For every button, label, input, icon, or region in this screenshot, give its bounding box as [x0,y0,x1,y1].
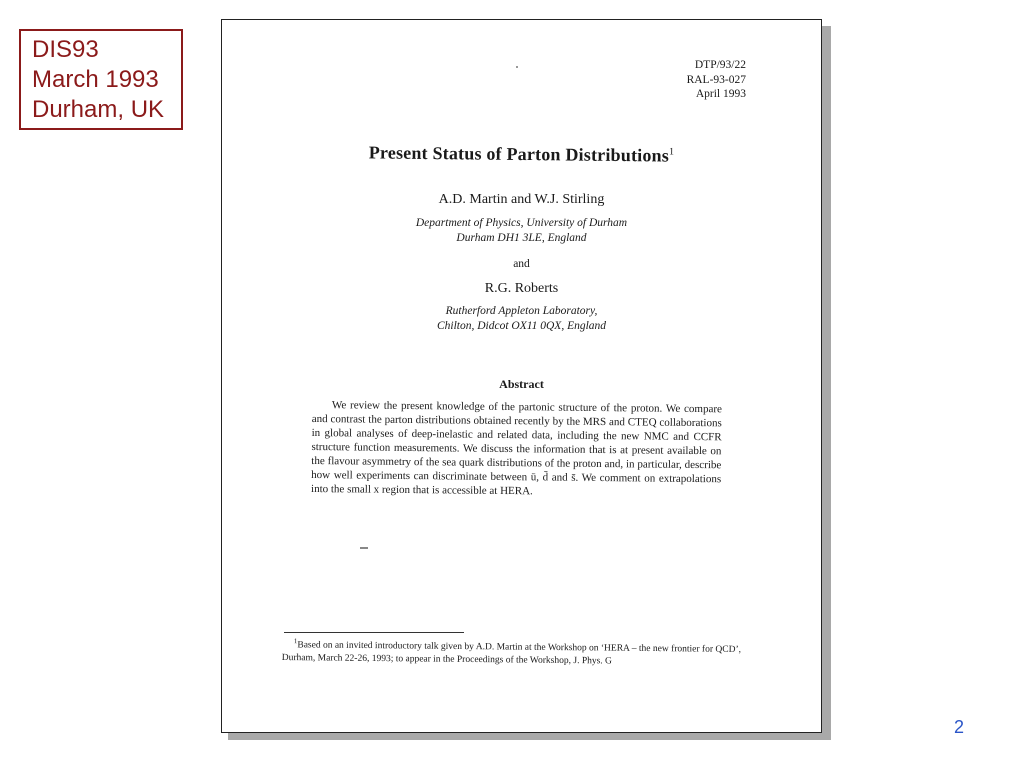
conference-name: DIS93 [32,36,99,63]
conference-label-box [19,29,183,130]
paper-title-text: Present Status of Parton Distributions [368,142,670,166]
report-identifiers [687,58,746,102]
paper-title [222,141,821,168]
abstract-heading: Abstract [499,377,544,391]
scan-smudge [360,547,368,549]
authors-durham: A.D. Martin and W.J. Stirling [438,192,605,207]
affiliation-durham [222,216,821,246]
conference-location: Durham, UK [32,96,165,123]
footnote-mark: 1 [293,637,298,646]
slide-page-number: 2 [953,717,964,737]
and-separator: and [513,258,530,270]
affiliation-ral-line-1: Rutherford Appleton Laboratory, [445,305,598,317]
footnote [282,635,744,670]
title-footnote-mark: 1 [669,146,675,158]
report-id-ral: RAL-93-027 [686,73,746,86]
affiliation-ral [222,304,821,334]
paper-page-image [221,19,822,733]
affiliation-ral-line-2: Chilton, Didcot OX11 0QX, England [436,320,607,332]
report-date: April 1993 [695,88,746,100]
conference-date: March 1993 [32,66,159,93]
report-id-dtp: DTP/93/22 [694,59,746,71]
footnote-text: Based on an invited introductory talk given by A.D. Martin at the Workshop on ‘HERA – the new frontier for QCD’, Durham, March 22-26, 1993; to appear in the Proceedings of the Workshop, J. Phys. G [281,640,742,667]
affiliation-durham-line-2: Durham DH1 3LE, England [456,232,587,244]
authors-ral: R.G. Roberts [484,281,559,296]
abstract-body: We review the present knowledge of the partonic structure of the proton. We compare and contrast the parton distributions obtained recently by the MRS and CTEQ collaborations in global analyses of deep-inelastic and related data, including the new NMC and CCFR structure function measurements. We discuss the information that is at present available on the flavour asymmetry of the sea quark distributions of the proton and, in particular, describe how well experiments can discriminate between ū, d̄ and s̄. We comment on extrapolations into the small x region that is accessible at HERA. [310,399,722,498]
footnote-rule [284,632,464,633]
scan-speck [516,66,518,68]
affiliation-durham-line-1: Department of Physics, University of Durham [415,217,628,229]
